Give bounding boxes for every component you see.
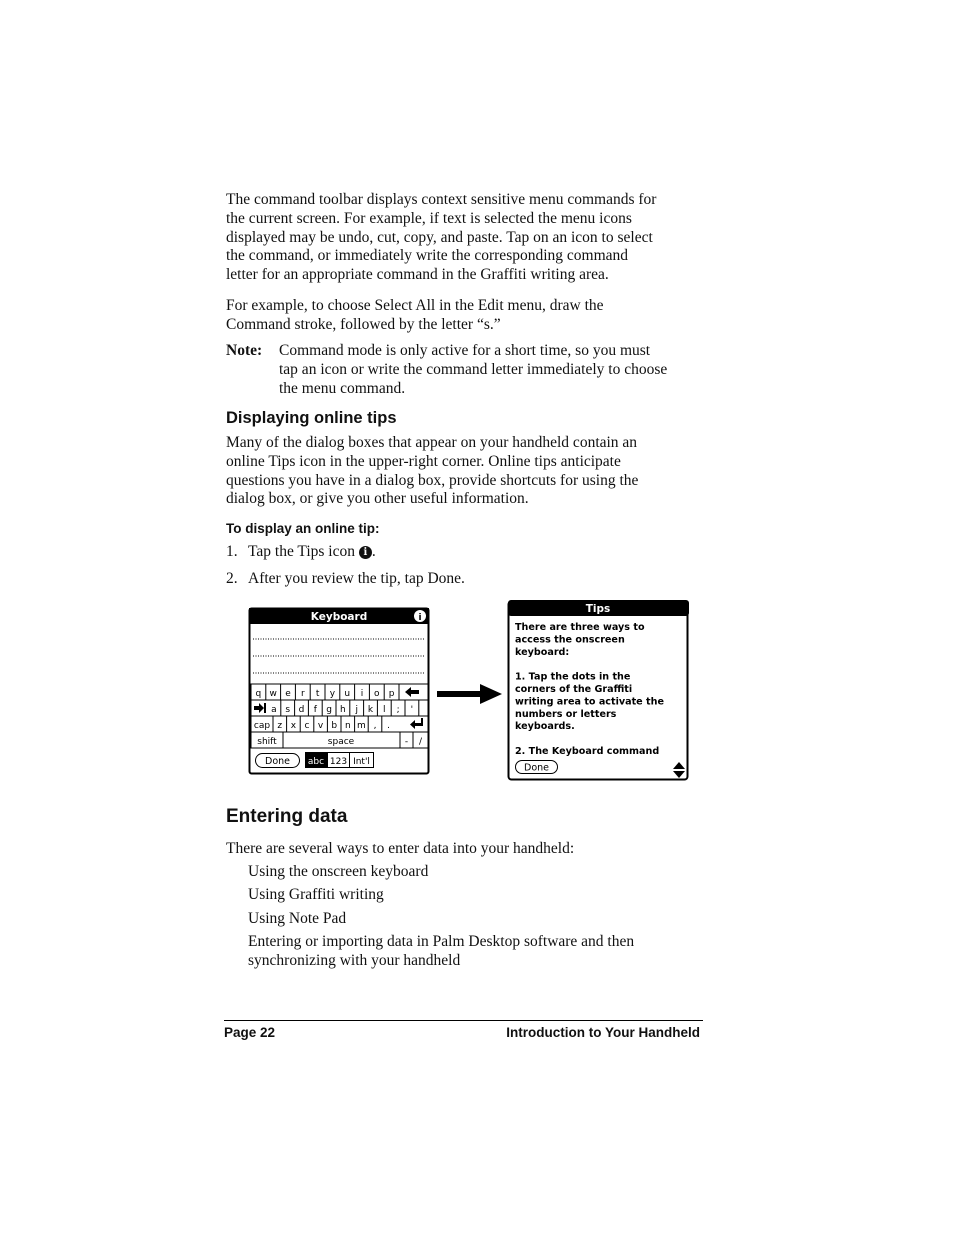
tips-line: 1. Tap the dots in the xyxy=(515,671,631,683)
section-heading-tips: Displaying online tips xyxy=(226,409,397,427)
key[interactable]: q xyxy=(255,689,262,699)
keyboard-title: Keyboard xyxy=(310,611,368,623)
text-line: dialog box, or give you other useful information. xyxy=(226,490,529,508)
svg-text:i: i xyxy=(418,613,422,623)
done-label: Done xyxy=(265,756,290,767)
list-item xyxy=(248,863,708,882)
list-item-text: Using Graffiti writing xyxy=(248,886,384,903)
list-item xyxy=(248,910,708,929)
tips-line: There are three ways to xyxy=(515,622,645,633)
mode-intl-label: Int'l xyxy=(353,757,370,767)
tips-screen xyxy=(508,600,689,780)
text-line: displayed may be undo, cut, copy, and paste. Tap on an icon to select xyxy=(226,228,653,246)
step-text xyxy=(248,543,376,561)
key[interactable]: . xyxy=(387,721,391,731)
key[interactable]: f xyxy=(313,705,317,715)
text-line: Many of the dialog boxes that appear on your handheld contain an xyxy=(226,434,638,451)
section-heading-entering: Entering data xyxy=(226,806,348,827)
footer-rule xyxy=(224,1020,703,1021)
tips-paragraph xyxy=(226,434,706,509)
step-number: 2. xyxy=(226,570,238,587)
key[interactable]: d xyxy=(298,705,305,715)
chapter-title: Introduction to Your Handheld xyxy=(506,1025,700,1040)
tips-line: numbers or letters xyxy=(515,708,617,720)
example-paragraph xyxy=(226,297,706,335)
step-text: After you review the tip, tap Done. xyxy=(248,570,465,587)
key[interactable]: t xyxy=(315,689,320,699)
page-number: Page 22 xyxy=(224,1025,276,1040)
key[interactable]: cap xyxy=(253,721,271,731)
text-line: The command toolbar displays context sensitive menu commands for xyxy=(226,191,657,208)
mode-123-label: 123 xyxy=(329,757,348,767)
text-line: tap an icon or write the command letter immediately to choose xyxy=(279,360,668,378)
text-line: Command stroke, followed by the letter “s.” xyxy=(226,315,501,333)
dash-key[interactable]: - xyxy=(404,737,409,747)
text-line: Command mode is only active for a short time, so you must xyxy=(279,342,651,359)
key[interactable]: i xyxy=(360,689,364,699)
note-label: Note: xyxy=(226,342,263,359)
space-key[interactable]: space xyxy=(327,737,355,747)
tips-line: keyboard: xyxy=(515,646,570,658)
key[interactable]: k xyxy=(367,705,374,715)
key[interactable]: m xyxy=(357,721,366,731)
tips-line: access the onscreen xyxy=(515,634,625,646)
tips-line: 2. The Keyboard command xyxy=(515,746,660,757)
tips-done-label: Done xyxy=(524,762,549,774)
text-line: the command, or immediately write the corresponding command xyxy=(226,247,629,265)
intro-paragraph xyxy=(226,191,706,285)
entering-intro: There are several ways to enter data into your handheld: xyxy=(226,840,575,857)
tips-title: Tips xyxy=(585,603,611,615)
list-item-text: synchronizing with your handheld xyxy=(248,951,461,969)
key[interactable]: e xyxy=(285,689,291,699)
key[interactable]: o xyxy=(374,689,380,699)
text-line: questions you have in a dialog box, provide shortcuts for using the xyxy=(226,471,639,489)
step-suffix: . xyxy=(371,543,376,560)
keyboard-screen xyxy=(249,608,429,774)
text-line: online Tips icon in the upper-right corner. Online tips anticipate xyxy=(226,452,621,470)
tips-line: writing area to activate the xyxy=(515,696,664,708)
tips-line: keyboards. xyxy=(515,721,575,733)
key[interactable]: u xyxy=(344,689,351,699)
shift-key[interactable]: shift xyxy=(257,737,277,747)
key[interactable]: x xyxy=(290,721,297,731)
key[interactable]: a xyxy=(271,705,277,715)
key[interactable]: ' xyxy=(410,705,414,715)
text-line: letter for an appropriate command in the Graffiti writing area. xyxy=(226,266,609,284)
key[interactable]: j xyxy=(355,705,358,715)
list-item xyxy=(248,886,708,905)
key[interactable]: n xyxy=(344,721,351,731)
arrow-right-icon xyxy=(437,684,502,704)
key[interactable]: l xyxy=(383,705,386,715)
key[interactable]: , xyxy=(373,721,377,731)
step-number: 1. xyxy=(226,543,238,560)
key[interactable]: p xyxy=(388,689,395,699)
step-label: Tap the Tips icon xyxy=(248,543,355,560)
mode-abc-label: abc xyxy=(307,757,325,767)
key[interactable]: z xyxy=(277,721,283,731)
key[interactable]: v xyxy=(317,721,324,731)
key[interactable]: b xyxy=(331,721,338,731)
list-item-text: Using Note Pad xyxy=(248,910,347,927)
text-line: the menu command. xyxy=(279,379,406,397)
list-item-text: Using the onscreen keyboard xyxy=(248,863,429,880)
key[interactable]: h xyxy=(340,705,346,715)
procedure-heading: To display an online tip: xyxy=(226,521,380,536)
keyboard-tips-figure xyxy=(245,598,695,784)
key[interactable]: w xyxy=(269,689,277,699)
tips-line: corners of the Graffiti xyxy=(515,684,633,695)
list-item-text: Entering or importing data in Palm Desktop software and then xyxy=(248,933,635,950)
key[interactable]: r xyxy=(300,689,305,699)
slash-key[interactable]: / xyxy=(418,737,423,747)
key[interactable]: y xyxy=(329,689,336,699)
key[interactable]: ; xyxy=(396,705,400,715)
key[interactable]: c xyxy=(304,721,310,731)
note-text xyxy=(279,342,709,398)
text-line: For example, to choose Select All in the Edit menu, draw the xyxy=(226,297,604,314)
tips-icon: i xyxy=(359,546,372,559)
list-item xyxy=(248,933,708,971)
key[interactable]: g xyxy=(326,705,332,715)
key[interactable]: s xyxy=(285,705,291,715)
text-line: the current screen. For example, if text is selected the menu icons xyxy=(226,209,632,227)
